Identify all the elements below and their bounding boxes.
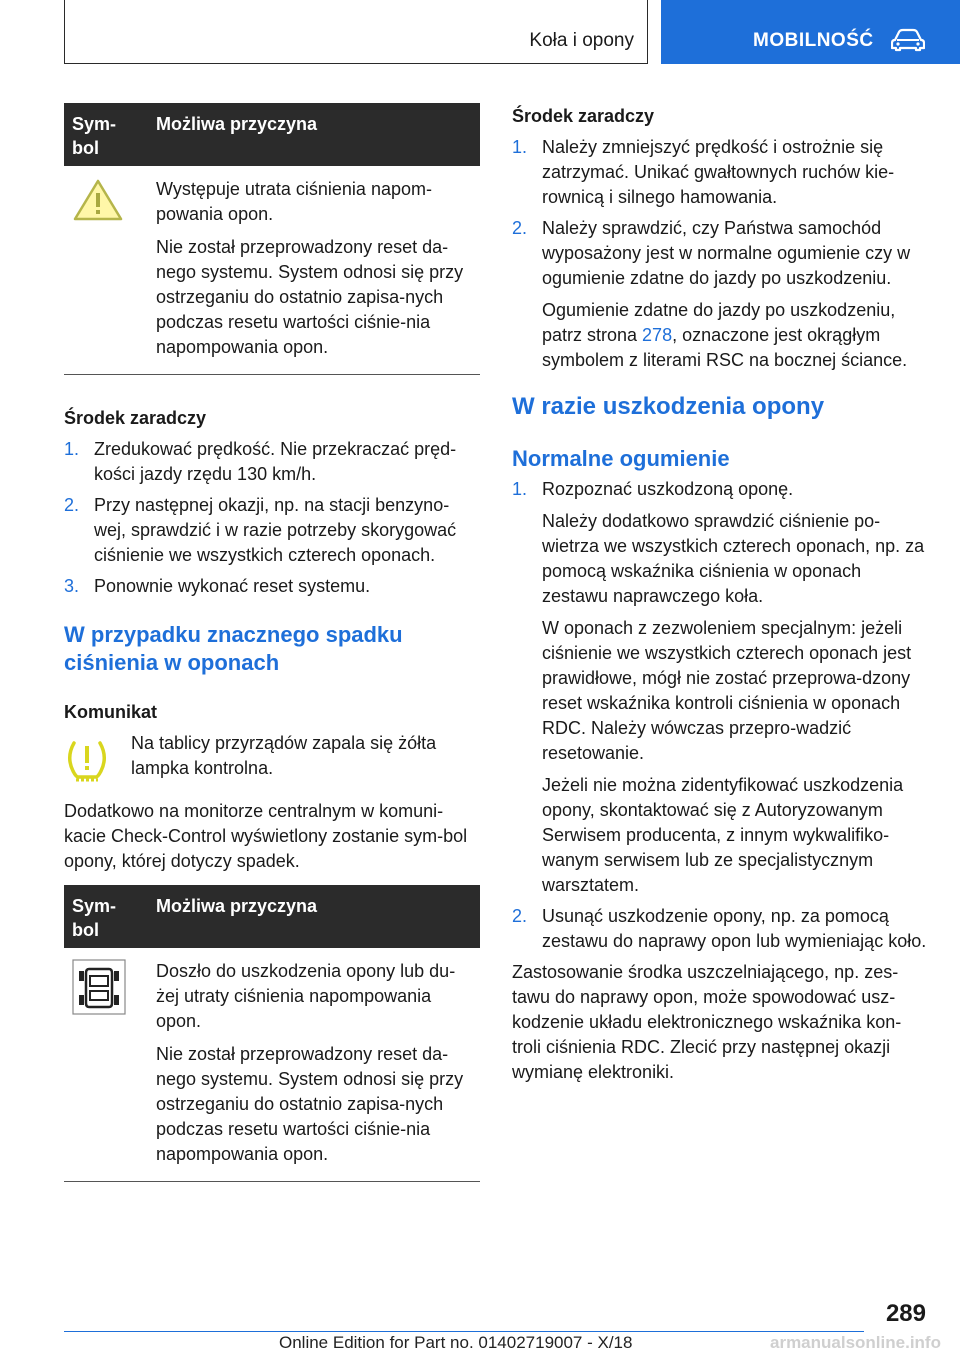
sealant-paragraph: Zastosowanie środka uszczelniającego, np. zes-tawu do naprawy opon, może spowodować usz-kodzenie układu elektronicznego wskaźnika kon-troli ciśnienia RDC. Zlecić przy następnej okazji wymianę elektroniki. xyxy=(512,962,902,1082)
list-item: 2. Przy następnej okazji, np. na stacji benzyno-wej, sprawdzić i w razie potrzeby skorygować ciśnienie we wszystkich czterech oponach. xyxy=(64,495,457,565)
table-cell-symbol xyxy=(64,166,148,375)
left-column xyxy=(64,103,480,1182)
warning-triangle-icon xyxy=(72,177,124,223)
section-heading-tire-damage: W razie uszkodzenia opony xyxy=(512,393,825,420)
cause-text-2: Nie został przeprowadzony reset da-nego systemu. System odnosi się przy ostrzeganiu do ostatnio zapisa-nych podczas resetu wartości ciśnie-nia napompowania opon. xyxy=(156,237,464,357)
cause-text-1: Występuje utrata ciśnienia napom-powania opon. xyxy=(156,179,432,224)
table-row xyxy=(64,166,480,375)
remedy-steps xyxy=(64,437,480,599)
table-cell-symbol xyxy=(64,948,148,1182)
message-title: Komunikat xyxy=(64,702,158,722)
tire-damage-steps xyxy=(512,477,928,954)
table-cell-cause xyxy=(148,948,480,1182)
chapter-title: Koła i opony xyxy=(529,30,634,51)
list-item: 1. Zredukować prędkość. Nie przekraczać pręd-kości jazdy rzędu 130 km/h. xyxy=(64,439,457,484)
list-item: 1. Rozpoznać uszkodzoną oponę. Należy dodatkowo sprawdzić ciśnienie po-wietrza we wszystkich czterech oponach, np. za pomocą wskaźnika ciśnienia w oponach zestawu naprawczego koła. W oponach z zezwoleniem specjalnym: jeżeli ciśnienie we wszystkich czterech oponach jest prawidłowe, mógł nie zostać przeprowa-dzony reset wskaźnika kontroli ciśnienia w oponach RDC. Należy wówczas przepro-wadzić resetowanie. Jeżeli nie można zidentyfikować uszkodzenia opony, skontaktować się z Autoryzowanym Serwisem producenta, z innym wykwalifiko-wanym serwisem lub ze specjalistycznym warsztatem. xyxy=(512,479,925,895)
section-heading-pressure-drop: W przypadku znacznego spadku ciśnienia w oponach xyxy=(64,622,403,675)
right-column xyxy=(512,103,928,1085)
section-title: MOBILNOŚĆ xyxy=(753,30,874,51)
remedy-title: Środek zaradczy xyxy=(512,106,655,126)
table-header-symbol: Sym- bol xyxy=(64,885,148,948)
symbol-table-2 xyxy=(64,885,480,1182)
cause-text-1: Doszło do uszkodzenia opony lub du-żej utraty ciśnienia napompowania opon. xyxy=(156,961,456,1031)
page-link-278[interactable]: 278 xyxy=(642,325,673,345)
table-header-cause: Możliwa przyczyna xyxy=(148,103,480,166)
tire-pressure-warning-icon xyxy=(64,737,110,783)
table-row xyxy=(64,948,480,1182)
list-item: 2. Należy sprawdzić, czy Państwa samochód wyposażony jest w normalne ogumienie czy w ogumienie zdatne do jazdy po uszkodzeniu. Ogumienie zdatne do jazdy po uszkodzeniu, patrz strona 278, oznaczone jest okrągłym symbolem z literami RSC na bocznej ściance. xyxy=(512,218,911,370)
car-tire-damage-icon xyxy=(72,959,126,1015)
subheading-normal-tires: Normalne ogumienie xyxy=(512,446,730,471)
message-text: Na tablicy przyrządów zapala się żółta lampka kontrolna. xyxy=(131,733,437,778)
table-header-cause: Możliwa przyczyna xyxy=(148,885,480,948)
footer-divider xyxy=(64,1331,864,1332)
message-row xyxy=(64,731,480,793)
remedy-steps xyxy=(512,135,928,373)
car-icon xyxy=(891,28,925,52)
footer-watermark: armanualsonline.info xyxy=(770,1333,941,1352)
cause-text-2: Nie został przeprowadzony reset da-nego systemu. System odnosi się przy ostrzeganiu do ostatnio zapisa-nych podczas resetu wartości ciśnie-nia napompowania opon. xyxy=(156,1044,464,1164)
header-section-box xyxy=(661,0,960,64)
table-cell-cause xyxy=(148,166,480,375)
list-item: 3. Ponownie wykonać reset systemu. xyxy=(64,576,371,596)
page-number: 289 xyxy=(885,1300,926,1327)
check-control-paragraph: Dodatkowo na monitorze centralnym w komuni-kacie Check-Control wyświetlony zostanie sym-bol opony, której dotyczy spadek. xyxy=(64,801,468,871)
symbol-table-1 xyxy=(64,103,480,375)
table-header-symbol: Sym- bol xyxy=(64,103,148,166)
list-item: 2. Usunąć uszkodzenie opony, np. za pomocą zestawu do naprawy opon lub wymieniając koło. xyxy=(512,906,927,951)
list-item: 1. Należy zmniejszyć prędkość i ostrożnie się zatrzymać. Unikać gwałtownych ruchów kie-rownicą i silnego hamowania. xyxy=(512,137,895,207)
remedy-title: Środek zaradczy xyxy=(64,408,207,428)
footer-edition: Online Edition for Part no. 01402719007 - X/18 xyxy=(279,1333,633,1352)
